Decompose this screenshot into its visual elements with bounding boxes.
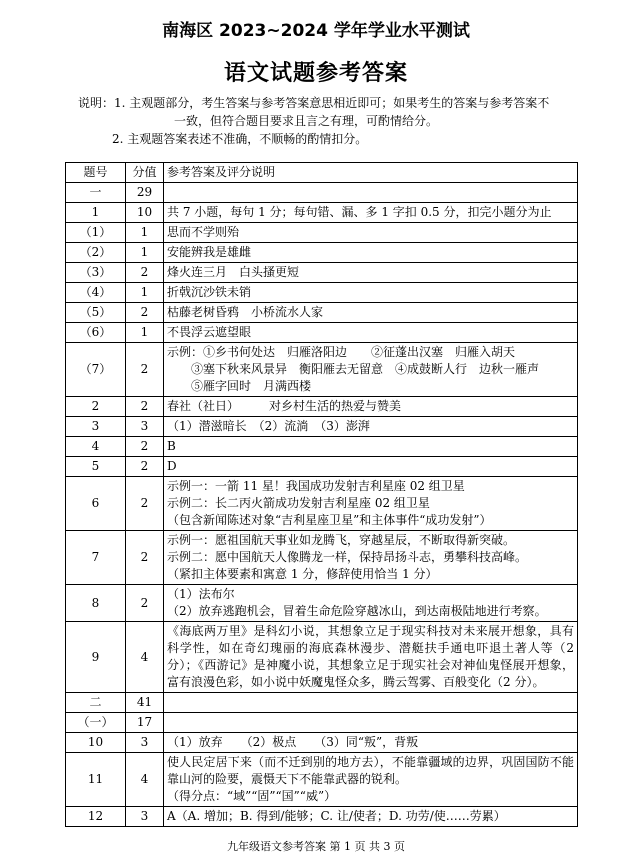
question-number: （一） bbox=[66, 713, 126, 733]
question-number: 4 bbox=[66, 437, 126, 457]
instruction-line: 一致，但符合题目要求且言之有理，可酌情给分。 bbox=[174, 114, 439, 128]
question-number: （3） bbox=[66, 263, 126, 283]
table-row bbox=[66, 243, 578, 263]
answer-text bbox=[164, 585, 578, 622]
answer-table bbox=[65, 162, 578, 827]
answer-text bbox=[164, 343, 578, 397]
table-row bbox=[66, 417, 578, 437]
answer-text bbox=[164, 693, 578, 713]
answer-text bbox=[164, 223, 578, 243]
score-value: 2 bbox=[126, 437, 164, 457]
table-row bbox=[66, 457, 578, 477]
table-row bbox=[66, 807, 578, 827]
answer-line: 不畏浮云遮望眼 bbox=[167, 325, 252, 339]
score-value: 2 bbox=[126, 303, 164, 323]
answer-line: （2）放弃逃跑机会，冒着生命危险穿越冰山，到达南极陆地进行考察。 bbox=[167, 604, 547, 618]
instructions bbox=[78, 94, 578, 148]
answer-text bbox=[164, 807, 578, 827]
score-value: 2 bbox=[126, 343, 164, 397]
answer-line: 示例：①乡书何处达 归雁洛阳边 ②征蓬出汉塞 归雁入胡天 bbox=[167, 345, 516, 359]
answer-line: （得分点：“域”“固”“国”“威”） bbox=[167, 789, 337, 803]
table-row bbox=[66, 183, 578, 203]
answer-text bbox=[164, 753, 578, 807]
question-number: 8 bbox=[66, 585, 126, 622]
score-value: 10 bbox=[126, 203, 164, 223]
answer-line: 折戟沉沙铁未销 bbox=[167, 285, 252, 299]
answer-text bbox=[164, 733, 578, 753]
answer-line: 枯藤老树昏鸦 小桥流水人家 bbox=[167, 305, 324, 319]
answer-text bbox=[164, 622, 578, 693]
question-number: 7 bbox=[66, 531, 126, 585]
score-value: 2 bbox=[126, 263, 164, 283]
score-value: 29 bbox=[126, 183, 164, 203]
question-number: 6 bbox=[66, 477, 126, 531]
answer-text bbox=[164, 713, 578, 733]
question-number: 3 bbox=[66, 417, 126, 437]
table-row bbox=[66, 693, 578, 713]
score-value: 41 bbox=[126, 693, 164, 713]
table-row bbox=[66, 713, 578, 733]
answer-line bbox=[167, 694, 574, 711]
question-number: 5 bbox=[66, 457, 126, 477]
score-value: 1 bbox=[126, 323, 164, 343]
answer-line: （包含新闻陈述对象“吉利星座卫星”和主体事件“成功发射”） bbox=[167, 513, 492, 527]
answer-text bbox=[164, 531, 578, 585]
answer-text bbox=[164, 437, 578, 457]
score-value: 1 bbox=[126, 243, 164, 263]
table-row bbox=[66, 263, 578, 283]
score-value: 17 bbox=[126, 713, 164, 733]
table-row bbox=[66, 397, 578, 417]
answer-text bbox=[164, 323, 578, 343]
instruction-line: 说明：1. 主观题部分，考生答案与参考答案意思相近即可；如果考生的答案与参考答案不 bbox=[78, 96, 550, 110]
answer-text bbox=[164, 457, 578, 477]
answer-line: A（A. 增加；B. 得到/能够；C. 让/使者；D. 功劳/使……劳累） bbox=[167, 809, 506, 823]
question-number: 12 bbox=[66, 807, 126, 827]
question-number: 11 bbox=[66, 753, 126, 807]
answer-line: 示例二：愿中国航天人像腾龙一样，保持昂扬斗志，勇攀科技高峰。 bbox=[167, 550, 528, 564]
table-row bbox=[66, 203, 578, 223]
answer-line: 使人民定居下来（而不迁到别的地方去），不能靠疆域的边界，巩固国防不能靠山河的险要，震慑天下不能靠武器的锐利。 bbox=[167, 755, 574, 786]
question-number: 10 bbox=[66, 733, 126, 753]
score-value: 2 bbox=[126, 585, 164, 622]
answer-line: 示例二：长二丙火箭成功发射吉利星座 02 组卫星 bbox=[167, 496, 430, 510]
question-number: （4） bbox=[66, 283, 126, 303]
answer-line: ③塞下秋来风景异 衡阳雁去无留意 ④成鼓断人行 边秋一雁声 bbox=[191, 362, 540, 376]
answer-line: （紧扣主体要素和寓意 1 分，修辞使用恰当 1 分） bbox=[167, 567, 438, 581]
answer-text bbox=[164, 263, 578, 283]
header-score: 分值 bbox=[126, 163, 164, 183]
table-row bbox=[66, 437, 578, 457]
score-value: 2 bbox=[126, 397, 164, 417]
score-value: 3 bbox=[126, 417, 164, 437]
score-value: 4 bbox=[126, 753, 164, 807]
instruction-line: 2. 主观题答案表述不准确，不顺畅的酌情扣分。 bbox=[112, 132, 368, 146]
table-row bbox=[66, 283, 578, 303]
table-row bbox=[66, 733, 578, 753]
header-question-number: 题号 bbox=[66, 163, 126, 183]
answer-line: 思而不学则殆 bbox=[167, 225, 240, 239]
question-number: 9 bbox=[66, 622, 126, 693]
answer-line: 共 7 小题，每句 1 分；每句错、漏、多 1 字扣 0.5 分，扣完小题分为止 bbox=[167, 205, 552, 219]
table-row bbox=[66, 303, 578, 323]
answer-text bbox=[164, 203, 578, 223]
table-row bbox=[66, 585, 578, 622]
answer-line: 示例一：一箭 11 星！我国成功发射吉利星座 02 组卫星 bbox=[167, 479, 465, 493]
answer-line bbox=[167, 184, 574, 201]
answer-text bbox=[164, 283, 578, 303]
score-value: 2 bbox=[126, 531, 164, 585]
answer-text bbox=[164, 417, 578, 437]
answer-line: 烽火连三月 白头搔更短 bbox=[167, 265, 300, 279]
answer-line: （1）法布尔 bbox=[167, 587, 235, 601]
answer-text bbox=[164, 397, 578, 417]
answer-text bbox=[164, 477, 578, 531]
answer-text bbox=[164, 303, 578, 323]
answer-text bbox=[164, 183, 578, 203]
score-value: 2 bbox=[126, 477, 164, 531]
question-number: 二 bbox=[66, 693, 126, 713]
answer-line: D bbox=[167, 459, 177, 473]
question-number: （7） bbox=[66, 343, 126, 397]
score-value: 2 bbox=[126, 457, 164, 477]
score-value: 3 bbox=[126, 733, 164, 753]
answer-line: （1）放弃 （2）极点 （3）同“叛”，背叛 bbox=[167, 735, 419, 749]
question-number: 一 bbox=[66, 183, 126, 203]
question-number: （1） bbox=[66, 223, 126, 243]
answer-line: 春社（社日） 对乡村生活的热爱与赞美 bbox=[167, 399, 402, 413]
answer-line: 安能辨我是雄雌 bbox=[167, 245, 252, 259]
question-number: 2 bbox=[66, 397, 126, 417]
table-row bbox=[66, 753, 578, 807]
table-row bbox=[66, 531, 578, 585]
answer-line: B bbox=[167, 439, 176, 453]
table-header-row bbox=[66, 163, 578, 183]
answer-line: 示例一：愿祖国航天事业如龙腾飞，穿越星辰，不断取得新突破。 bbox=[167, 533, 516, 547]
answer-key-title: 语文试题参考答案 bbox=[223, 61, 408, 86]
table-row bbox=[66, 223, 578, 243]
exam-title: 南海区 2023~2024 学年学业水平测试 bbox=[162, 21, 470, 41]
score-value: 3 bbox=[126, 807, 164, 827]
answer-line bbox=[167, 714, 574, 731]
question-number: （6） bbox=[66, 323, 126, 343]
score-value: 1 bbox=[126, 223, 164, 243]
answer-line: 《海底两万里》是科幻小说，其想象立足于现实科技对未来展开想象，具有科学性，如在奇幻瑰丽的海底森林漫步、潜艇扶手通电吓退土著人等（2分）；《西游记》是神魔小说，其想象立足于现实社会对神仙鬼怪展开想象，富有浪漫色彩，如小说中妖魔鬼怪众多，腾云驾雾、百般变化（2 分）。 bbox=[167, 624, 574, 689]
table-row bbox=[66, 343, 578, 397]
question-number: 1 bbox=[66, 203, 126, 223]
answer-line: （1）潜滋暗长 （2）流淌 （3）澎湃 bbox=[167, 419, 370, 433]
table-row bbox=[66, 622, 578, 693]
answer-text bbox=[164, 243, 578, 263]
question-number: （5） bbox=[66, 303, 126, 323]
score-value: 1 bbox=[126, 283, 164, 303]
question-number: （2） bbox=[66, 243, 126, 263]
table-row bbox=[66, 477, 578, 531]
score-value: 4 bbox=[126, 622, 164, 693]
table-row bbox=[66, 323, 578, 343]
header-answer: 参考答案及评分说明 bbox=[164, 163, 578, 183]
page-footer: 九年级语文参考答案 第 1 页 共 3 页 bbox=[227, 840, 405, 853]
answer-line: ⑤雁字回时 月满西楼 bbox=[191, 379, 312, 393]
